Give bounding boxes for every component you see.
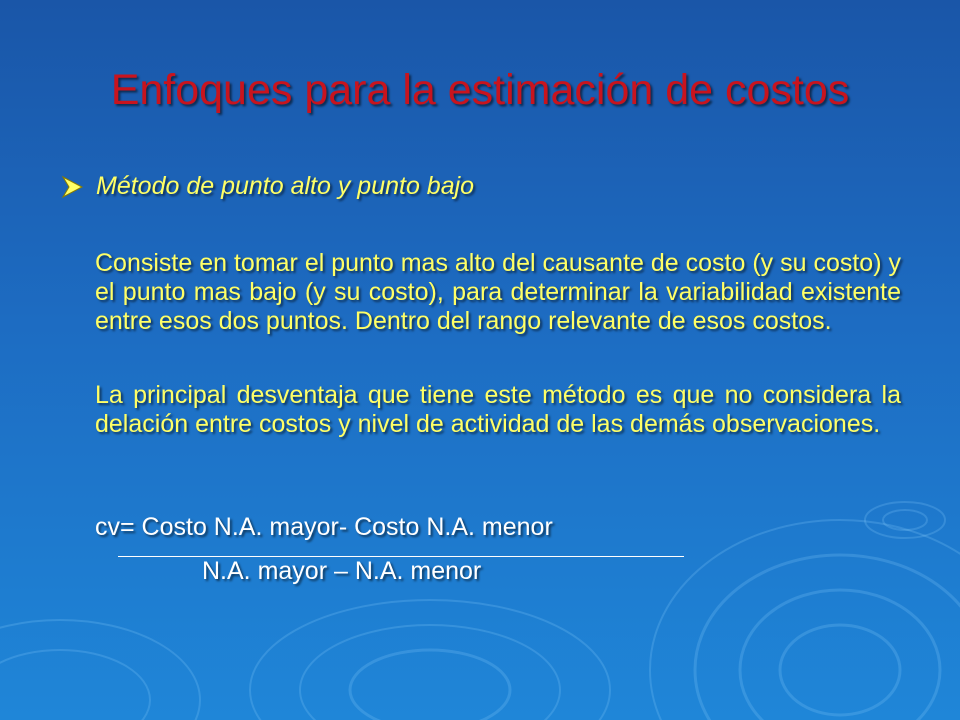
paragraph-definition: Consiste en tomar el punto mas alto del causante de costo (y su costo) y el punto mas bajo (y su costo), para determinar la variabilidad existente entre esos dos puntos. Dentro del rango relevante de esos costos. — [95, 249, 901, 335]
formula-numerator: cv= Costo N.A. mayor- Costo N.A. menor — [95, 513, 553, 541]
slide-title: Enfoques para la estimación de costos — [110, 66, 850, 114]
bullet-text: Método de punto alto y punto bajo — [96, 172, 475, 200]
arrow-bullet-icon — [60, 174, 86, 200]
paragraph-disadvantage: La principal desventaja que tiene este método es que no considera la delación entre costos y nivel de actividad de las demás observaciones. — [95, 381, 901, 438]
formula-denominator: N.A. mayor – N.A. menor — [202, 557, 482, 585]
bullet-item — [60, 172, 474, 201]
